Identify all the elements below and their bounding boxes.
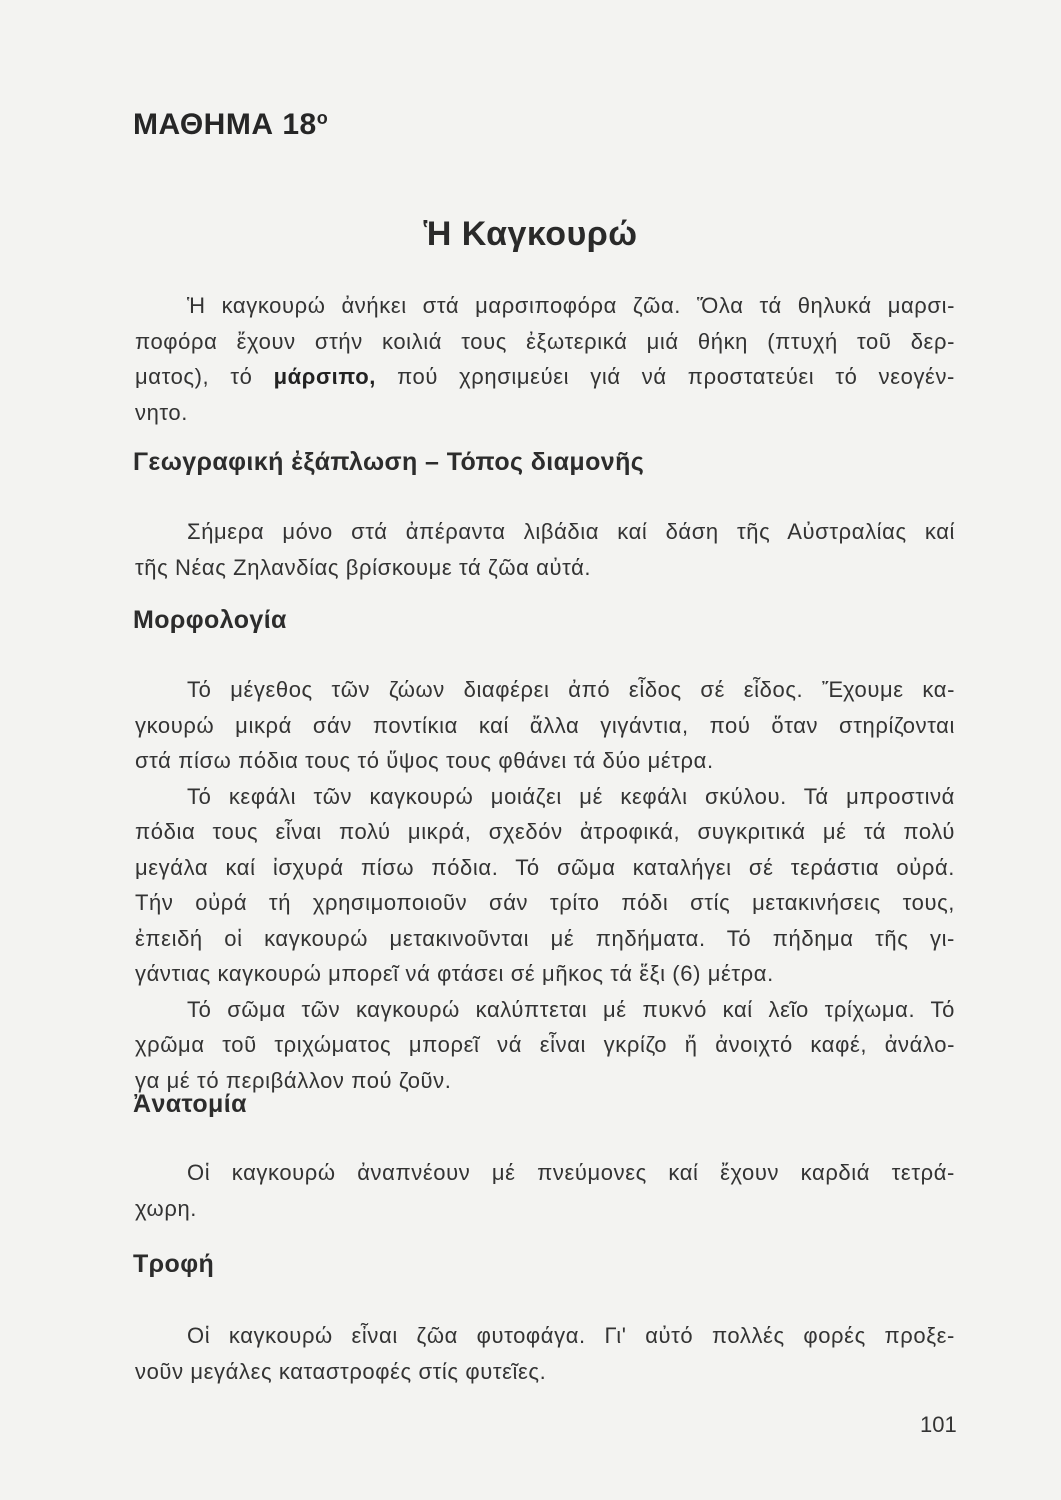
section-heading-geography: Γεωγραφική ἐξάπλωση – Τόπος διαμονῆς (133, 448, 645, 476)
text-line: ποφόρα ἔχουν στήν κοιλιά τους ἐξωτερικά μιά θήκη (πτυχή τοῦ δερ- (135, 328, 955, 354)
text-line: ἐπειδή οἱ καγκουρώ μετακινοῦνται μέ πηδήματα. Τό πήδημα τῆς γι- (135, 925, 955, 951)
text-line: στά πίσω πόδια τους τό ὕψος τους φθάνει τά δύο μέτρα. (135, 748, 714, 773)
text-line: Τό μέγεθος τῶν ζώων διαφέρει ἀπό εἶδος σέ εἶδος. Ἔχουμε κα- (187, 677, 955, 702)
text-line: Ἡ καγκουρώ ἀνήκει στά μαρσιποφόρα ζῶα. Ὅλα τά θηλυκά μαρσι- (187, 293, 955, 318)
text-line: Τό κεφάλι τῶν καγκουρώ μοιάζει μέ κεφάλι σκύλου. Τά μπροστινά (187, 783, 955, 809)
section-heading-food: Τροφή (133, 1250, 215, 1278)
bold-term: μάρσιπο, (273, 364, 376, 389)
text-line: Οἱ καγκουρώ ἀναπνέουν μέ πνεύμονες καί ἔχουν καρδιά τετρά- (187, 1160, 955, 1185)
intro-paragraph (135, 288, 955, 430)
text-line: γάντιας καγκουρώ μπορεῖ νά φτάσει σέ μῆκος τά ἕξι (6) μέτρα. (135, 961, 774, 986)
text-line: Τό σῶμα τῶν καγκουρώ καλύπτεται μέ πυκνό καί λεῖο τρίχωμα. Τό (187, 996, 955, 1022)
section-paragraph-morphology (135, 672, 955, 1098)
page-title: Ἡ Καγκουρώ (423, 215, 638, 253)
text-line: νητο. (135, 399, 188, 425)
section-heading-anatomy: Ἀνατομία (133, 1090, 247, 1118)
text-line: Τήν οὐρά τή χρησιμοποιοῦν σάν τρίτο πόδι στίς μετακινήσεις τους, (135, 890, 955, 915)
lesson-label: ΜΑΘΗΜΑ $18^o$ (133, 108, 329, 141)
text-line: μεγάλα καί ἰσχυρά πίσω πόδια. Τό σῶμα καταλήγει σέ τεράστια οὐρά. (135, 854, 955, 880)
text-line: ματος), τό μάρσιπο, πού χρησιμεύει γιά νά προστατεύει τό νεογέν- (135, 364, 955, 389)
section-paragraph-geography (135, 514, 955, 585)
text-line: Σήμερα μόνο στά ἀπέραντα λιβάδια καί δάση τῆς Αὐστραλίας καί (187, 519, 955, 544)
text-line: πόδια τους εἶναι πολύ μικρά, σχεδόν ἀτροφικά, συγκριτικά μέ τά πολύ (135, 819, 955, 844)
lesson-suffix: ο (316, 108, 329, 128)
section-paragraph-anatomy (135, 1155, 955, 1226)
text-line: νοῦν μεγάλες καταστροφές στίς φυτεῖες. (135, 1358, 547, 1384)
text-line: Οἱ καγκουρώ εἶναι ζῶα φυτοφάγα. Γι' αὐτό πολλές φορές προξε- (187, 1323, 955, 1348)
page-number: 101 (920, 1412, 957, 1437)
text-line: γκουρώ μικρά σάν ποντίκια καί ἄλλα γιγάντια, πού ὅταν στηρίζονται (135, 712, 955, 738)
text-line: χρῶμα τοῦ τριχώματος μπορεῖ νά εἶναι γκρίζο ἤ ἀνοιχτό καφέ, ἀνάλο- (135, 1032, 955, 1057)
text-line: γα μέ τό περιβάλλον πού ζοῦν. (135, 1067, 452, 1093)
section-heading-morphology: Μορφολογία (133, 606, 287, 634)
text-line: τῆς Νέας Ζηλανδίας βρίσκουμε τά ζῶα αὐτά. (135, 554, 592, 580)
section-paragraph-food (135, 1318, 955, 1389)
text-line: χωρη. (135, 1195, 197, 1221)
